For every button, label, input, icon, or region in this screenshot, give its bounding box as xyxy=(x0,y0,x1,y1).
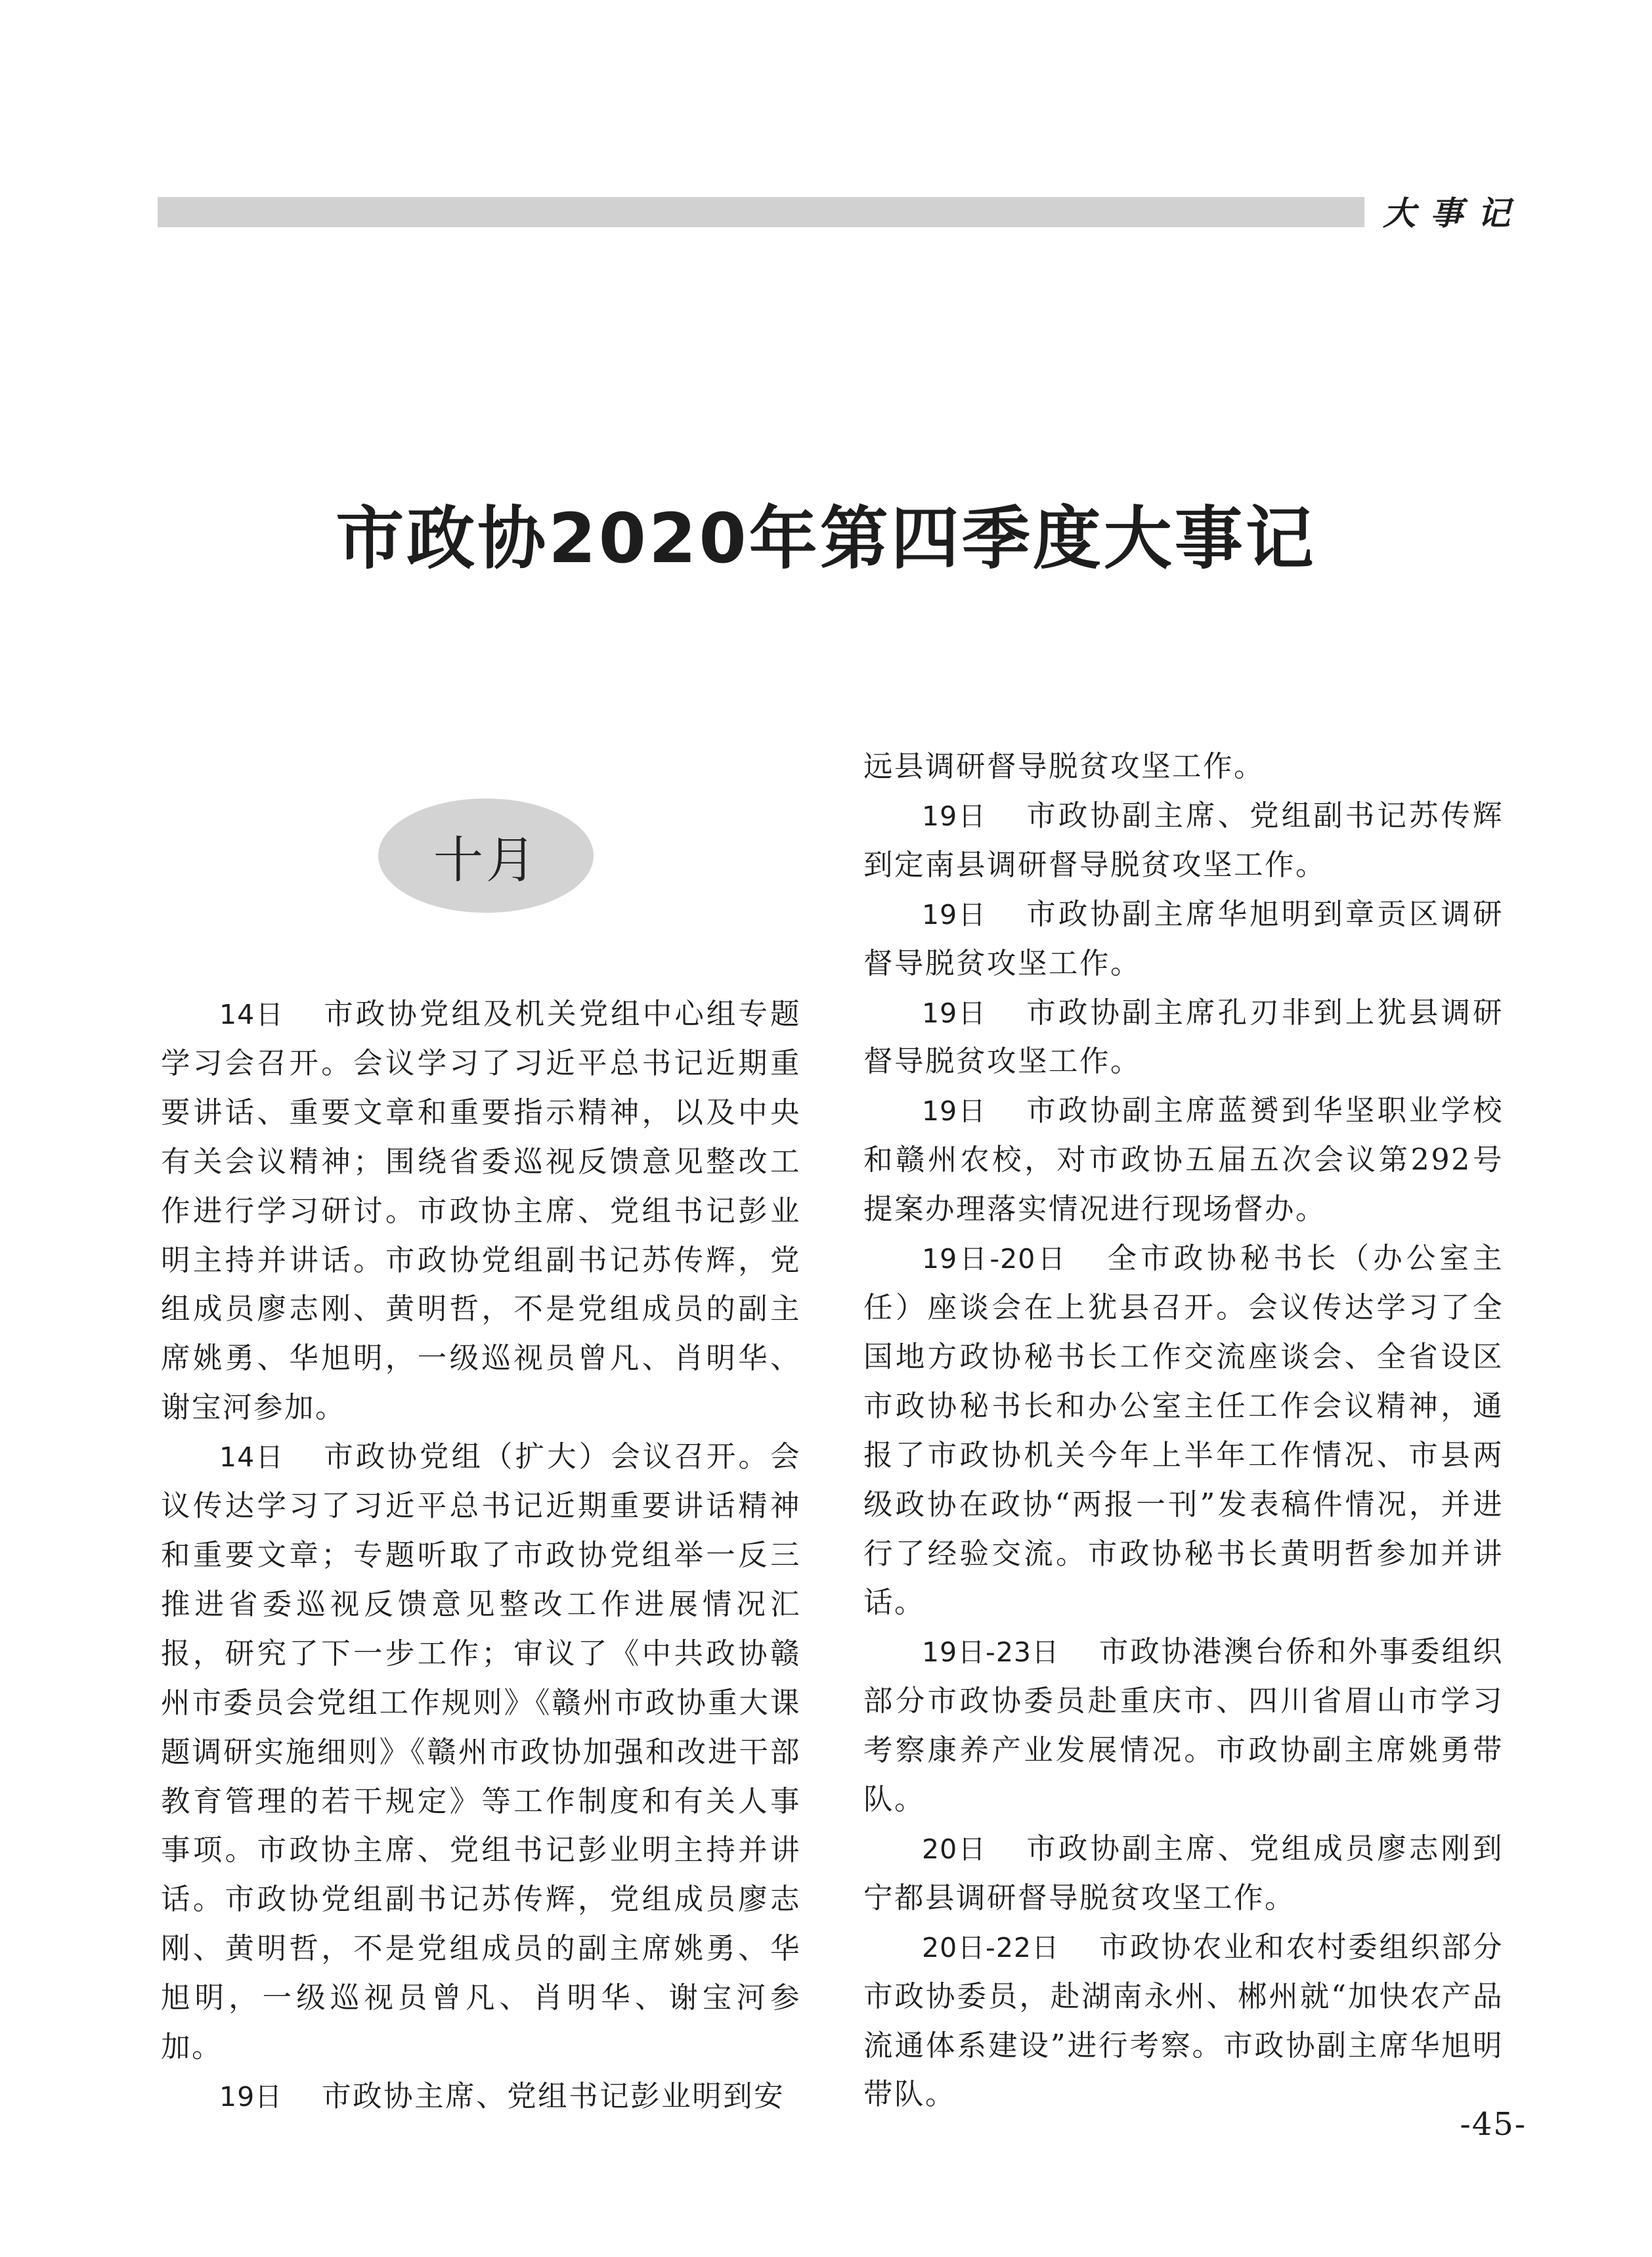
entry-text: 市政协农业和农村委组织部分市政协委员，赴湖南永州、郴州就“加快农产品流通体系建设”进行考察。市政协副主席华旭明带队。 xyxy=(863,1930,1504,2112)
page-title: 市政协2020年第四季度大事记 xyxy=(336,498,1316,579)
page-number: -45- xyxy=(1460,2106,1527,2143)
entry-text: 市政协副主席华旭明到章贡区调研督导脱贫攻坚工作。 xyxy=(863,897,1504,980)
entry xyxy=(863,1923,1504,2120)
left-column xyxy=(161,990,801,2122)
entry-text: 市政协港澳台侨和外事委组织部分市政协委员赴重庆市、四川省眉山市学习考察康养产业发展情况。市政协副主席姚勇带队。 xyxy=(863,1635,1504,1817)
right-column xyxy=(863,743,1504,2120)
entry xyxy=(863,890,1504,989)
entry xyxy=(863,1628,1504,1825)
entry-date: 19日 xyxy=(922,1095,988,1128)
entry-text: 全市政协秘书长（办公室主任）座谈会在上犹县召开。会议传达学习了全国地方政协秘书长工作交流座谈会、全省设区市政协秘书长和办公室主任工作会议精神，通报了市政协机关今年上半年工作情况、市县两级政协在政协“两报一刊”发表稿件情况，并进行了经验交流。市政协秘书长黄明哲参加并讲话。 xyxy=(863,1242,1504,1620)
entry-date: 19日 xyxy=(219,2080,283,2113)
month-badge xyxy=(378,799,594,913)
entry-text: 市政协党组（扩大）会议召开。会议传达学习了习近平总书记近期重要讲话精神和重要文章；专题听取了市政协党组举一反三推进省委巡视反馈意见整改工作进展情况汇报，研究了下一步工作；审议了《中共政协赣州市委员会党组工作规则》《赣州市政协重大课题调研实施细则》《赣州市政协加强和改进干部教育管理的若干规定》等工作制度和有关人事事项。市政协主席、党组书记彭业明主持并讲话。市政协党组副书记苏传辉，党组成员廖志刚、黄明哲，不是党组成员的副主席姚勇、华旭明，一级巡视员曾凡、肖明华、谢宝河参加。 xyxy=(161,1440,801,2065)
entry xyxy=(863,989,1504,1087)
header-bar xyxy=(158,197,1364,227)
entry-date: 20日-22日 xyxy=(922,1931,1060,1963)
entry xyxy=(161,1433,801,2072)
entry-date: 19日 xyxy=(922,800,988,832)
entry xyxy=(161,990,801,1433)
entry-date: 19日 xyxy=(922,997,988,1029)
entry-date: 14日 xyxy=(219,999,285,1030)
entry xyxy=(161,2072,801,2122)
entry-date: 14日 xyxy=(219,1441,285,1474)
entry-text: 市政协党组及机关党组中心组专题学习会召开。会议学习了习近平总书记近期重要讲话、重要文章和重要指示精神，以及中央有关会议精神；围绕省委巡视反馈意见整改工作进行学习研讨。市政协主席、党组书记彭业明主持并讲话。市政协党组副书记苏传辉，党组成员廖志刚、黄明哲，不是党组成员的副主席姚勇、华旭明，一级巡视员曾凡、肖明华、谢宝河参加。 xyxy=(161,997,801,1425)
entry-date: 19日 xyxy=(922,898,988,931)
entry xyxy=(863,792,1504,890)
entry-date: 19日-23日 xyxy=(922,1636,1060,1669)
entry-text: 市政协副主席蓝赟到华坚职业学校和赣州农校，对市政协五届五次会议第292号提案办理落实情况进行现场督办。 xyxy=(863,1094,1504,1227)
entry-text: 市政协副主席孔刃非到上犹县调研督导脱贫攻坚工作。 xyxy=(863,996,1504,1079)
entry-text: 市政协主席、党组书记彭业明到安 xyxy=(322,2079,785,2113)
entry-text: 市政协副主席、党组副书记苏传辉到定南县调研督导脱贫攻坚工作。 xyxy=(863,799,1504,882)
entry xyxy=(863,1087,1504,1235)
entry xyxy=(863,1235,1504,1628)
entry-date: 20日 xyxy=(922,1833,988,1865)
entry-text: 市政协副主席、党组成员廖志刚到宁都县调研督导脱贫攻坚工作。 xyxy=(863,1831,1504,1915)
section-label: 大事记 xyxy=(1383,194,1525,232)
month-label: 十月 xyxy=(433,830,538,889)
entry xyxy=(863,1825,1504,1923)
entry-continuation: 远县调研督导脱贫攻坚工作。 xyxy=(863,750,1265,783)
entry-date: 19日-20日 xyxy=(922,1243,1068,1275)
